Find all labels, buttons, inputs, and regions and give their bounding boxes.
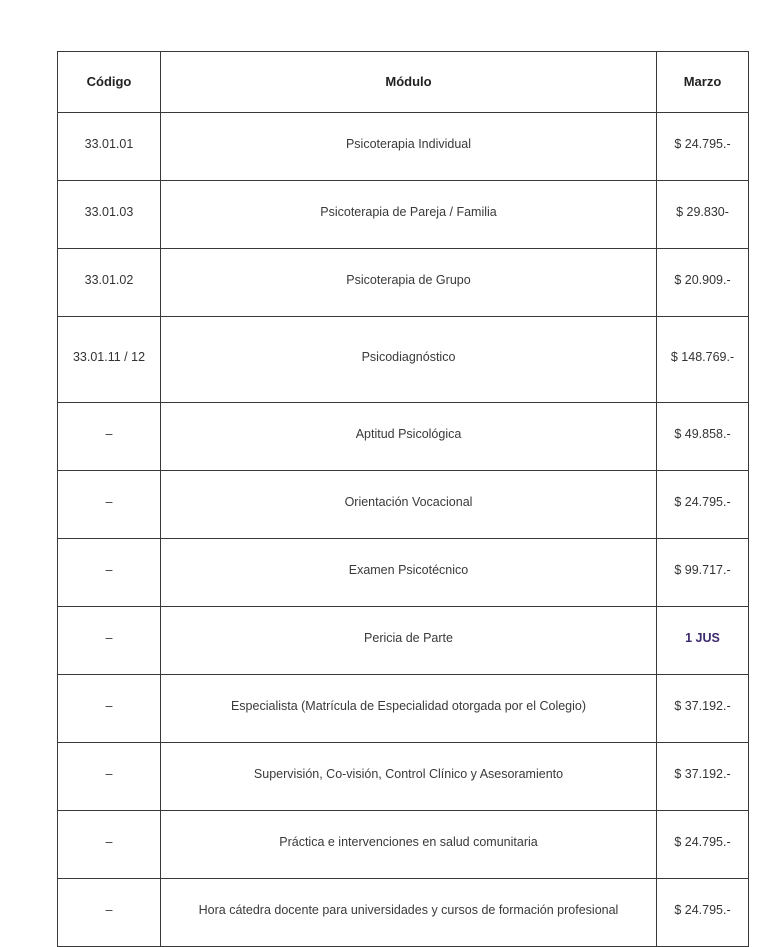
row-module: Examen Psicotécnico [161,539,657,607]
row-code: – [58,743,161,811]
row-price: $ 24.795.- [657,879,749,947]
row-price: $ 24.795.- [657,113,749,181]
table-row [58,743,749,811]
row-price-highlight: 1 JUS [657,607,749,675]
row-module: Supervisión, Co-visión, Control Clínico y Asesoramiento [161,743,657,811]
table-row [58,811,749,879]
row-module: Hora cátedra docente para universidades y cursos de formación profesional [161,879,657,947]
table-row [58,249,749,317]
row-price: $ 20.909.- [657,249,749,317]
row-module: Psicoterapia Individual [161,113,657,181]
row-code: – [58,403,161,471]
table-header-row [58,52,749,113]
table-row [58,317,749,403]
row-code: – [58,675,161,743]
table-row [58,607,749,675]
row-code: 33.01.11 / 12 [58,317,161,403]
row-price: $ 99.717.- [657,539,749,607]
row-code: 33.01.02 [58,249,161,317]
row-price: $ 49.858.- [657,403,749,471]
row-code: – [58,471,161,539]
row-code: – [58,539,161,607]
row-module: Psicoterapia de Grupo [161,249,657,317]
row-module: Pericia de Parte [161,607,657,675]
table-row [58,675,749,743]
row-price: $ 24.795.- [657,471,749,539]
row-code: – [58,607,161,675]
header-price: Marzo [657,52,749,113]
table-row [58,471,749,539]
row-module: Especialista (Matrícula de Especialidad otorgada por el Colegio) [161,675,657,743]
row-code: – [58,811,161,879]
fee-table [57,51,749,947]
row-price: $ 29.830- [657,181,749,249]
row-code: 33.01.01 [58,113,161,181]
row-module: Orientación Vocacional [161,471,657,539]
row-price: $ 37.192.- [657,743,749,811]
table-row [58,539,749,607]
row-code: – [58,879,161,947]
row-module: Aptitud Psicológica [161,403,657,471]
table-row [58,181,749,249]
row-price: $ 37.192.- [657,675,749,743]
row-module: Psicoterapia de Pareja / Familia [161,181,657,249]
header-module: Módulo [161,52,657,113]
table-row [58,403,749,471]
table-row [58,879,749,947]
row-module: Psicodiagnóstico [161,317,657,403]
fee-table-container [57,51,749,947]
row-module: Práctica e intervenciones en salud comunitaria [161,811,657,879]
row-code: 33.01.03 [58,181,161,249]
row-price: $ 24.795.- [657,811,749,879]
header-code: Código [58,52,161,113]
table-row [58,113,749,181]
row-price: $ 148.769.- [657,317,749,403]
